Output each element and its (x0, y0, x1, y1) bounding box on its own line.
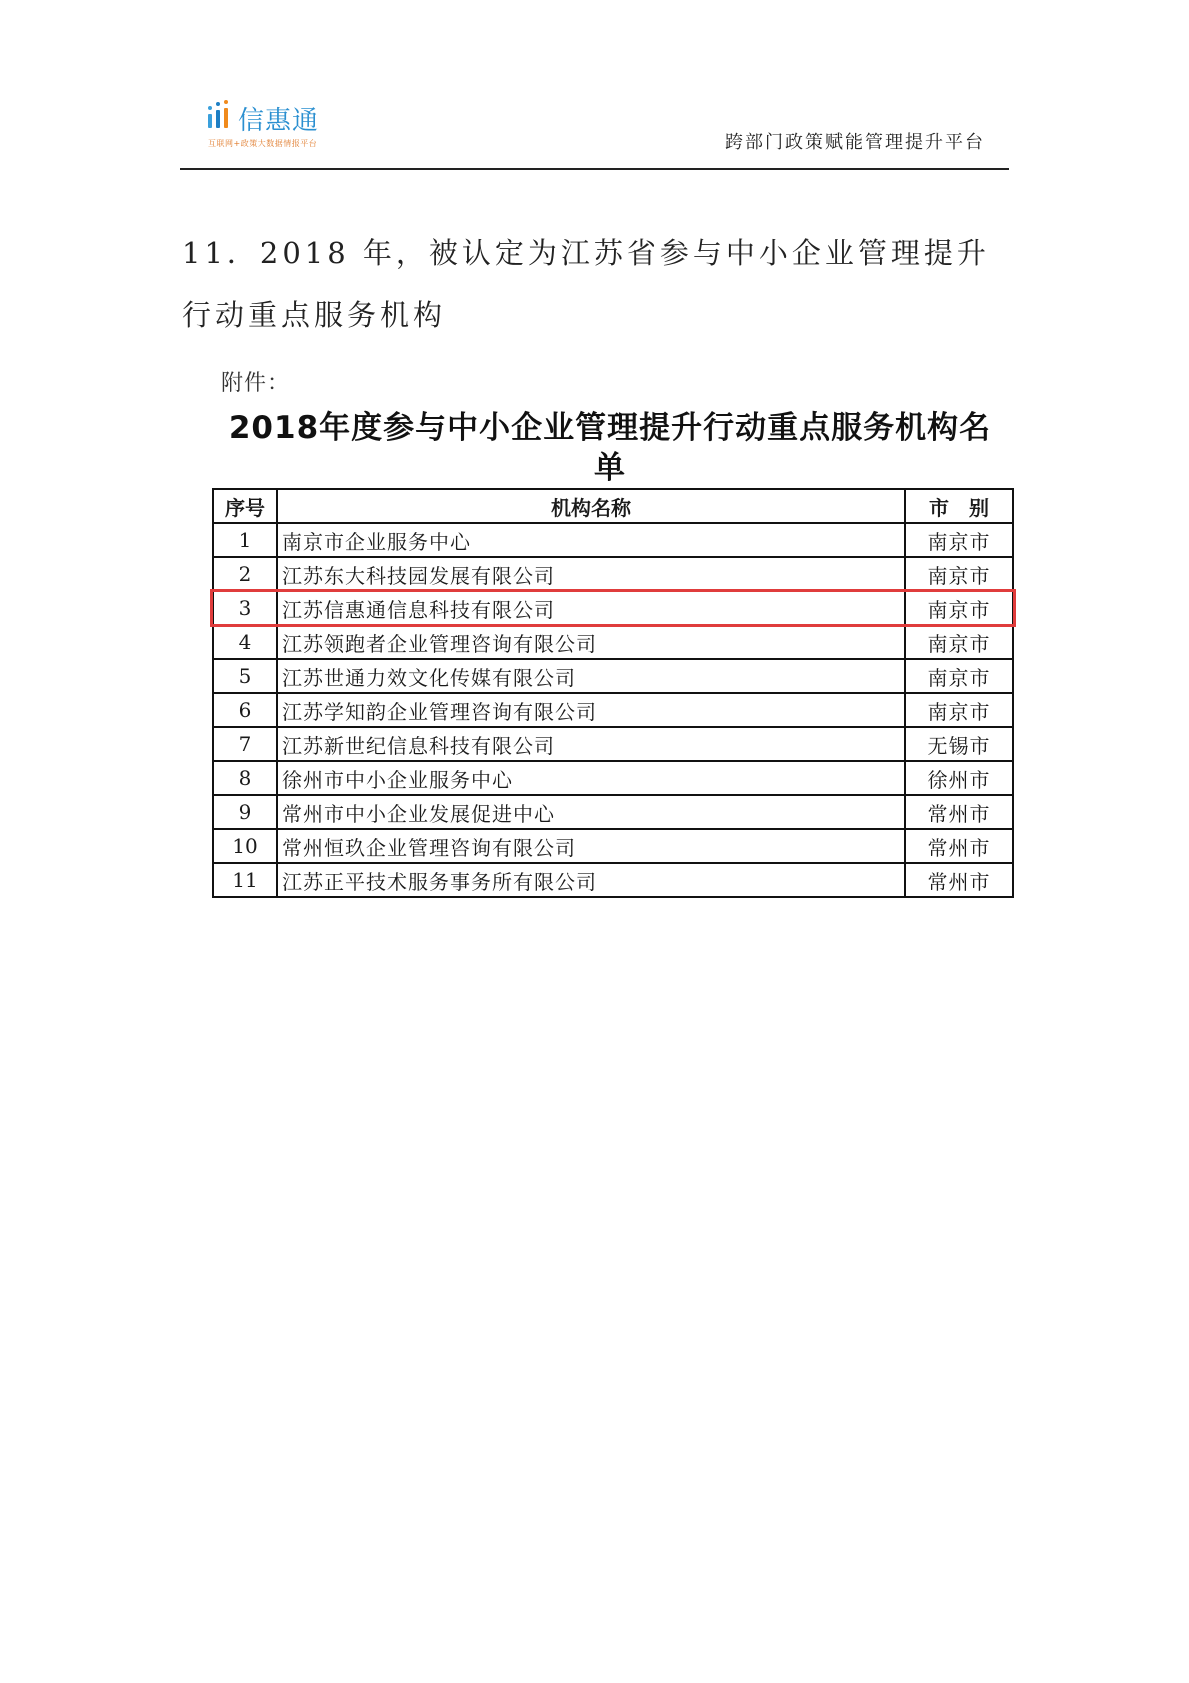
table-row (213, 659, 1013, 693)
table-row (213, 625, 1013, 659)
cell-no: 9 (213, 795, 277, 829)
table-row (213, 591, 1013, 625)
cell-city: 徐州市 (905, 761, 1013, 795)
logo-subtitle: 互联网+政策大数据情报平台 (208, 139, 318, 148)
platform-title: 跨部门政策赋能管理提升平台 (725, 132, 985, 153)
table-row (213, 557, 1013, 591)
cell-city: 南京市 (905, 659, 1013, 693)
cell-no: 1 (213, 523, 277, 557)
cell-name: 江苏正平技术服务事务所有限公司 (277, 863, 905, 897)
cell-no: 5 (213, 659, 277, 693)
cell-name: 江苏信惠通信息科技有限公司 (277, 591, 905, 625)
cell-no: 2 (213, 557, 277, 591)
page-header (180, 92, 1009, 170)
cell-city: 常州市 (905, 829, 1013, 863)
cell-name: 南京市企业服务中心 (277, 523, 905, 557)
cell-no: 6 (213, 693, 277, 727)
cell-no: 4 (213, 625, 277, 659)
column-header-name: 机构名称 (277, 489, 905, 523)
table-row (213, 829, 1013, 863)
cell-city: 常州市 (905, 795, 1013, 829)
cell-no: 7 (213, 727, 277, 761)
logo-text: 信惠通 (238, 106, 320, 136)
cell-name: 江苏东大科技园发展有限公司 (277, 557, 905, 591)
cell-city: 无锡市 (905, 727, 1013, 761)
cell-no: 3 (213, 591, 277, 625)
column-header-no: 序号 (213, 489, 277, 523)
cell-city: 南京市 (905, 693, 1013, 727)
attachment-title: 2018年度参与中小企业管理提升行动重点服务机构名单 (228, 410, 992, 486)
cell-no: 10 (213, 829, 277, 863)
cell-city: 常州市 (905, 863, 1013, 897)
column-header-city: 市 别 (905, 489, 1013, 523)
table-row (213, 761, 1013, 795)
cell-name: 常州市中小企业发展促进中心 (277, 795, 905, 829)
cell-name: 徐州市中小企业服务中心 (277, 761, 905, 795)
table-row (213, 693, 1013, 727)
cell-city: 南京市 (905, 557, 1013, 591)
cell-name: 江苏世通力效文化传媒有限公司 (277, 659, 905, 693)
cell-no: 11 (213, 863, 277, 897)
cell-city: 南京市 (905, 591, 1013, 625)
brand-logo (208, 96, 348, 152)
cell-name: 江苏领跑者企业管理咨询有限公司 (277, 625, 905, 659)
table-row (213, 863, 1013, 897)
attachment-label: 附件： (221, 371, 291, 396)
table-row (213, 523, 1013, 557)
cell-city: 南京市 (905, 625, 1013, 659)
table-body (213, 523, 1013, 897)
cell-no: 8 (213, 761, 277, 795)
table-row (213, 727, 1013, 761)
logo-bars-icon (208, 102, 228, 128)
table-row (213, 795, 1013, 829)
cell-name: 江苏学知韵企业管理咨询有限公司 (277, 693, 905, 727)
organization-table (212, 488, 1014, 898)
section-heading: 11．2018 年，被认定为江苏省参与中小企业管理提升行动重点服务机构 (182, 236, 990, 332)
attachment-image (205, 356, 1015, 936)
cell-name: 江苏新世纪信息科技有限公司 (277, 727, 905, 761)
cell-city: 南京市 (905, 523, 1013, 557)
table-header-row (213, 489, 1013, 523)
cell-name: 常州恒玖企业管理咨询有限公司 (277, 829, 905, 863)
